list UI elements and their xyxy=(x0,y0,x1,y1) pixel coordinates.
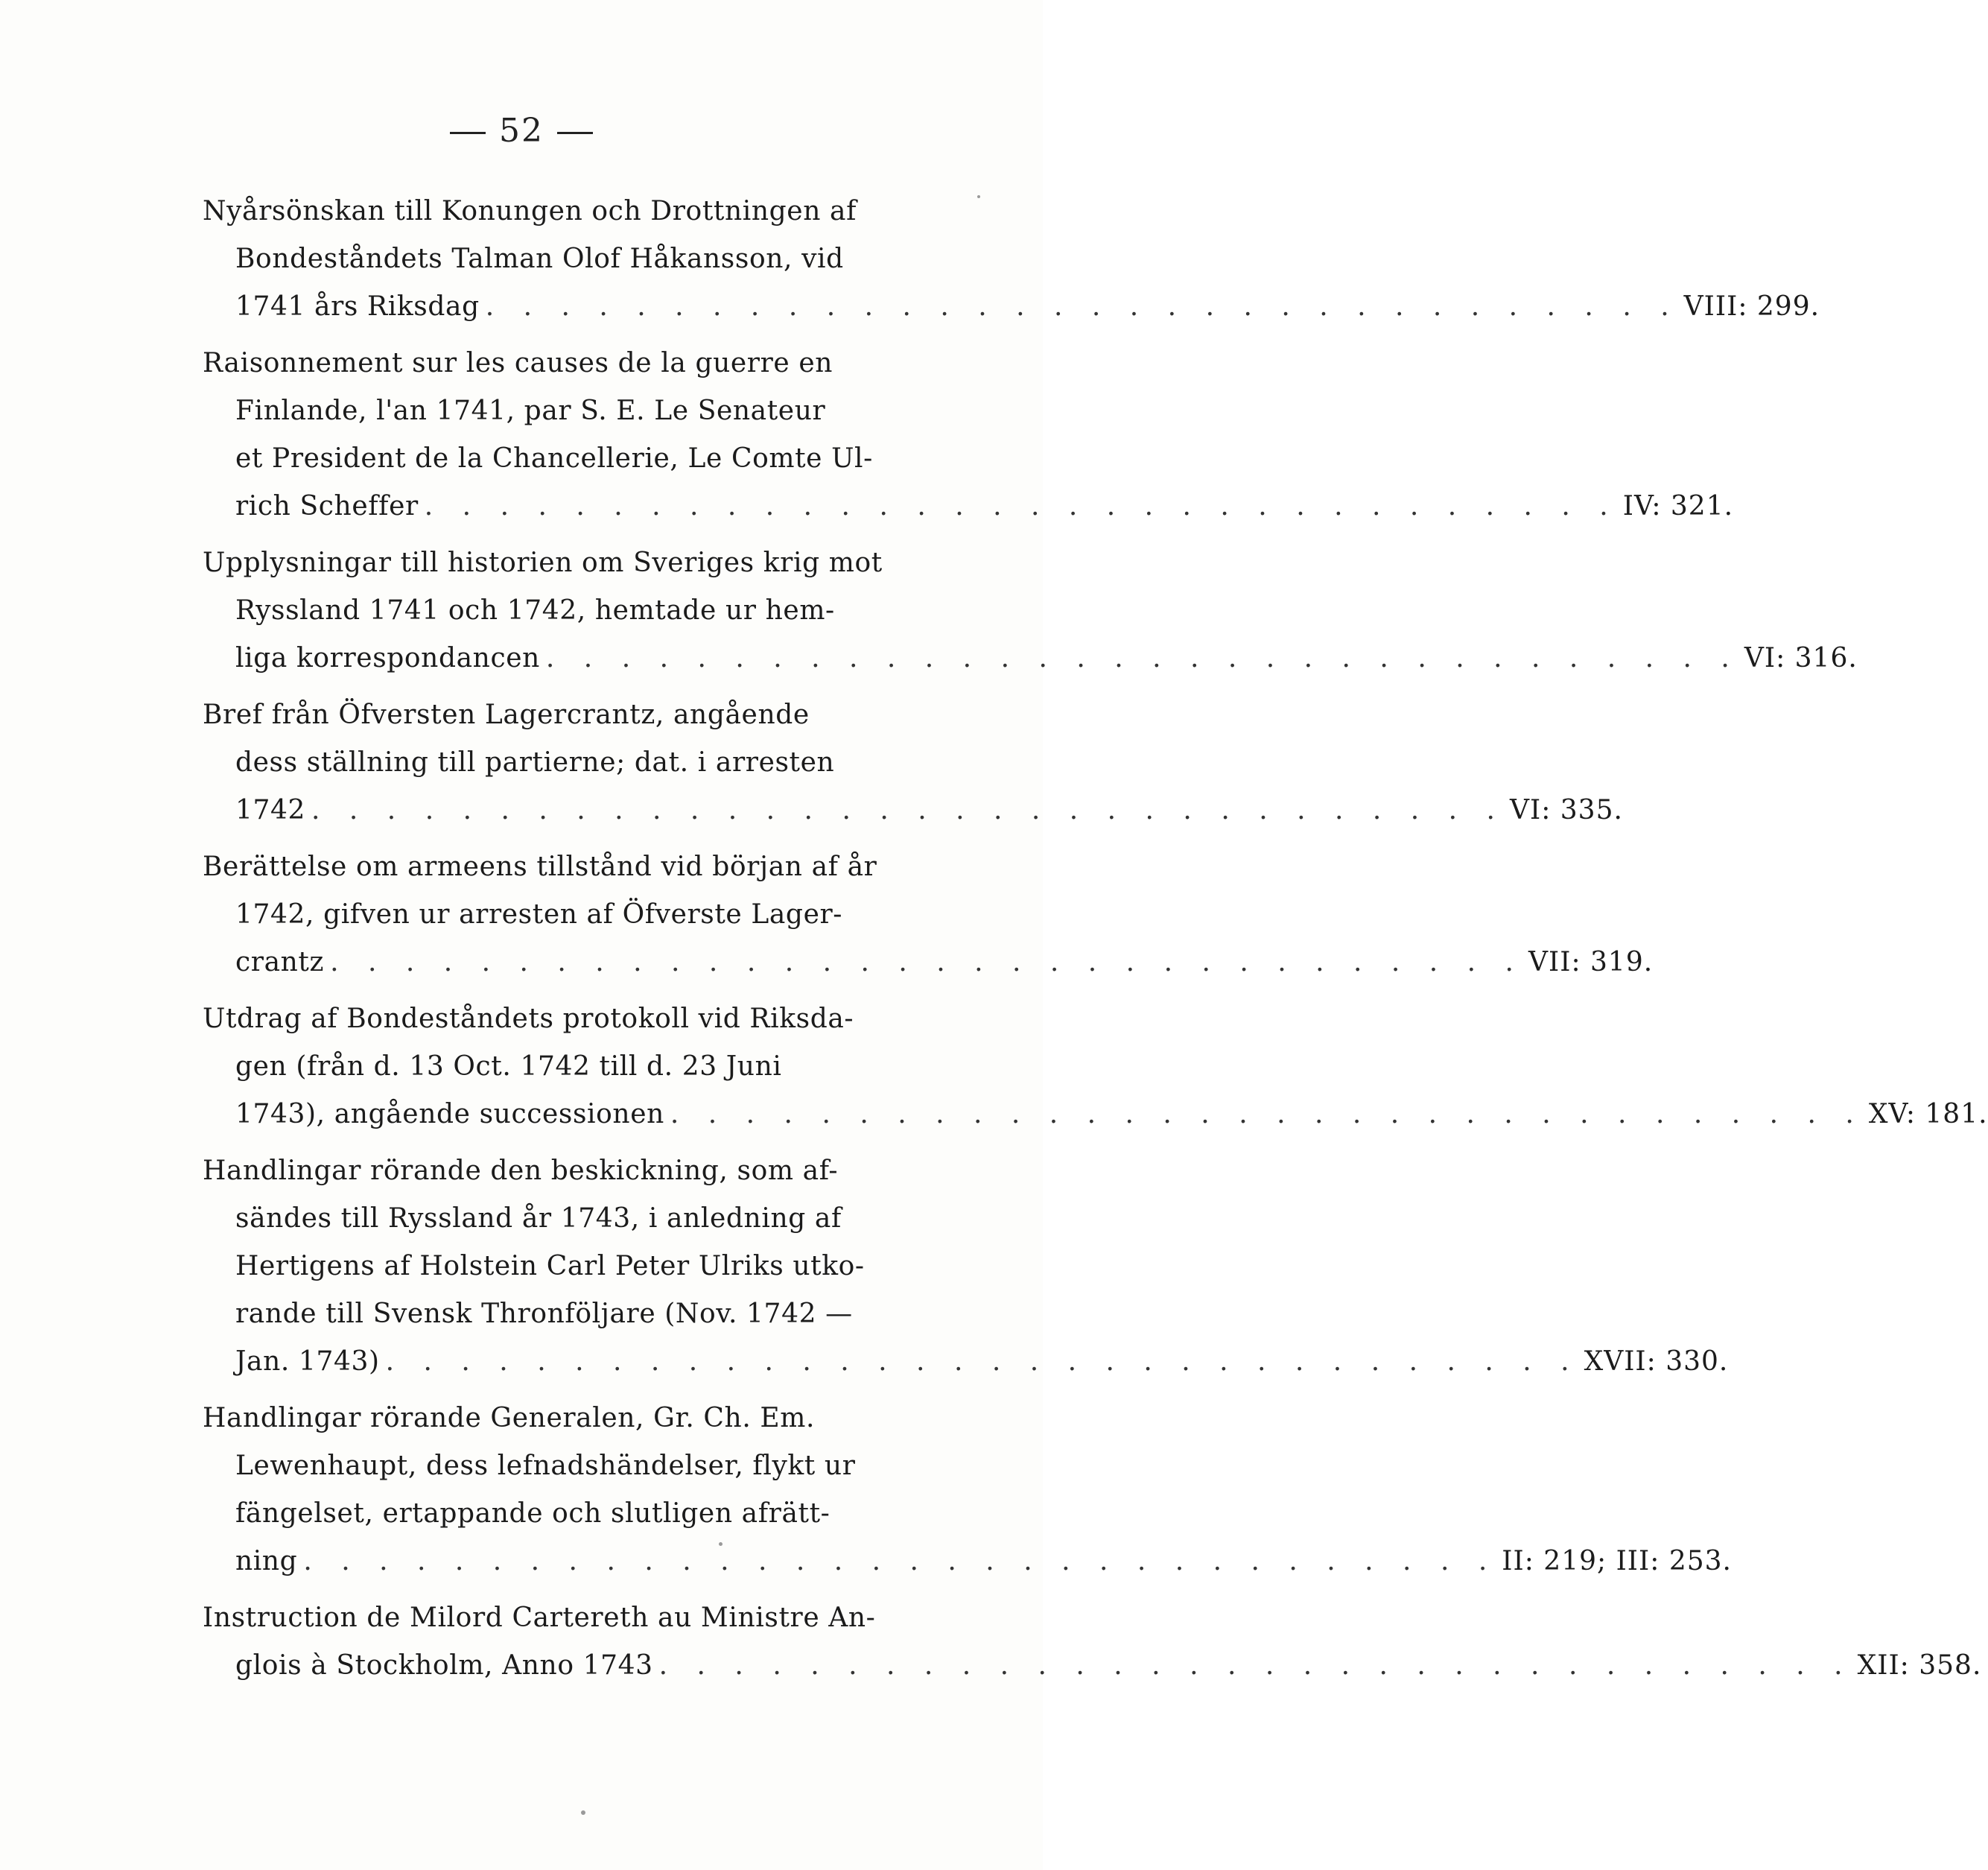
entry-final-text: glois à Stockholm, Anno 1743 xyxy=(235,1650,653,1681)
entry-continuation-line: et President de la Chancellerie, Le Comte Ul- xyxy=(235,443,873,474)
entry-title-line: Nyårsönskan till Konungen och Drottningen af xyxy=(203,196,857,226)
entry-continuation-line: Bondeståndets Talman Olof Håkansson, vid xyxy=(235,244,844,274)
volume-page-reference: VII: 319. xyxy=(1528,947,1654,977)
entry-final-text: Jan. 1743) xyxy=(235,1346,380,1377)
index-entry xyxy=(203,1395,1732,1585)
volume-page-reference: II: 219; III: 253. xyxy=(1502,1546,1732,1576)
entry-continuation-line: dess ställning till partierne; dat. i arresten xyxy=(235,747,835,778)
volume-page-reference: XV: 181. xyxy=(1868,1099,1988,1129)
entry-continuation-line: sändes till Ryssland år 1743, i anledning af xyxy=(235,1203,842,1234)
entry-final-line xyxy=(203,635,1858,682)
volume-page-reference: XII: 358. xyxy=(1857,1650,1982,1681)
entry-continuation-line: fängelset, ertappande och slutligen afrätt- xyxy=(235,1498,831,1529)
entry-continuation-line: gen (från d. 13 Oct. 1742 till d. 23 Juni xyxy=(235,1051,782,1082)
entry-final-line xyxy=(203,1338,1729,1386)
entry-title-line: Berättelse om armeens tillstånd vid början af år xyxy=(203,852,877,882)
index-entry xyxy=(203,1594,1982,1690)
paper-speck xyxy=(977,195,980,198)
index-entries xyxy=(203,188,1988,1699)
header-dash-left xyxy=(450,132,486,134)
index-entry xyxy=(203,843,1654,986)
dot-leader: . . . . . . . . . . . . . . . . . . . . . . . . . . . . . . . . xyxy=(670,1099,1864,1129)
entry-title-line: Utdrag af Bondeståndets protokoll vid Riksda- xyxy=(203,1004,854,1034)
entry-final-text: 1741 års Riksdag xyxy=(235,291,480,322)
entry-title-line: Upplysningar till historien om Sveriges krig mot xyxy=(203,548,883,578)
entry-title-line: Handlingar rörande den beskickning, som af- xyxy=(203,1156,839,1186)
entry-title-line: Instruction de Milord Cartereth au Ministre An- xyxy=(203,1603,876,1633)
entry-final-line xyxy=(203,939,1654,986)
dot-leader: . . . . . . . . . . . . . . . . . . . . . . . . . . . . . . . . xyxy=(424,491,1619,522)
entry-final-line xyxy=(203,1091,1988,1138)
volume-page-reference: VI: 335. xyxy=(1509,795,1623,825)
index-entry xyxy=(203,188,1820,331)
index-entry xyxy=(203,995,1988,1138)
volume-page-reference: VI: 316. xyxy=(1744,643,1858,673)
entry-title-line: Handlingar rörande Generalen, Gr. Ch. Em. xyxy=(203,1403,816,1433)
entry-continuation-line: Ryssland 1741 och 1742, hemtade ur hem- xyxy=(235,595,835,626)
entry-final-line xyxy=(203,283,1820,331)
dot-leader: . . . . . . . . . . . . . . . . . . . . . . . . . . . . . . . . xyxy=(330,947,1524,977)
dot-leader: . . . . . . . . . . . . . . . . . . . . . . . . . . . . . . . . xyxy=(658,1650,1853,1681)
dot-leader: . . . . . . . . . . . . . . . . . . . . . . . . . . . . . . . . xyxy=(485,291,1680,322)
entry-final-line xyxy=(203,1642,1982,1690)
entry-final-text: rich Scheffer xyxy=(235,491,419,522)
page-header xyxy=(0,112,1043,150)
paper-speck xyxy=(581,1810,585,1815)
entry-continuation-line: Lewenhaupt, dess lefnadshändelser, flykt ur xyxy=(235,1451,856,1481)
entry-title-line: Bref från Öfversten Lagercrantz, angående xyxy=(203,700,810,730)
entry-continuation-line: rande till Svensk Thronföljare (Nov. 1742 — xyxy=(235,1299,853,1329)
entry-continuation-line: Hertigens af Holstein Carl Peter Ulriks utko- xyxy=(235,1251,865,1281)
entry-final-line xyxy=(203,787,1623,834)
dot-leader: . . . . . . . . . . . . . . . . . . . . . . . . . . . . . . . . xyxy=(303,1546,1498,1576)
index-entry xyxy=(203,691,1623,834)
header-dash-right xyxy=(557,132,593,134)
entry-final-text: ning xyxy=(235,1546,298,1576)
volume-page-reference: VIII: 299. xyxy=(1683,291,1820,322)
entry-title-line: Raisonnement sur les causes de la guerre en xyxy=(203,348,833,378)
index-entry xyxy=(203,539,1858,682)
entry-final-text: 1742 xyxy=(235,795,306,825)
entry-final-line xyxy=(203,483,1734,530)
dot-leader: . . . . . . . . . . . . . . . . . . . . . . . . . . . . . . . . xyxy=(545,643,1740,673)
entry-final-text: liga korrespondancen xyxy=(235,643,540,673)
volume-page-reference: IV: 321. xyxy=(1622,491,1734,522)
dot-leader: . . . . . . . . . . . . . . . . . . . . . . . . . . . . . . . . xyxy=(311,795,1505,825)
index-entry xyxy=(203,1147,1729,1386)
page-number: 52 xyxy=(499,112,544,150)
paper-speck xyxy=(719,1542,723,1546)
entry-final-text: crantz xyxy=(235,947,325,977)
dot-leader: . . . . . . . . . . . . . . . . . . . . . . . . . . . . . . . . xyxy=(385,1346,1580,1377)
entry-continuation-line: Finlande, l'an 1741, par S. E. Le Senateur xyxy=(235,396,826,426)
index-entry xyxy=(203,340,1734,530)
volume-page-reference: XVII: 330. xyxy=(1584,1346,1729,1377)
entry-final-text: 1743), angående successionen xyxy=(235,1099,664,1129)
entry-continuation-line: 1742, gifven ur arresten af Öfverste Lager- xyxy=(235,899,843,930)
entry-final-line xyxy=(203,1538,1732,1585)
